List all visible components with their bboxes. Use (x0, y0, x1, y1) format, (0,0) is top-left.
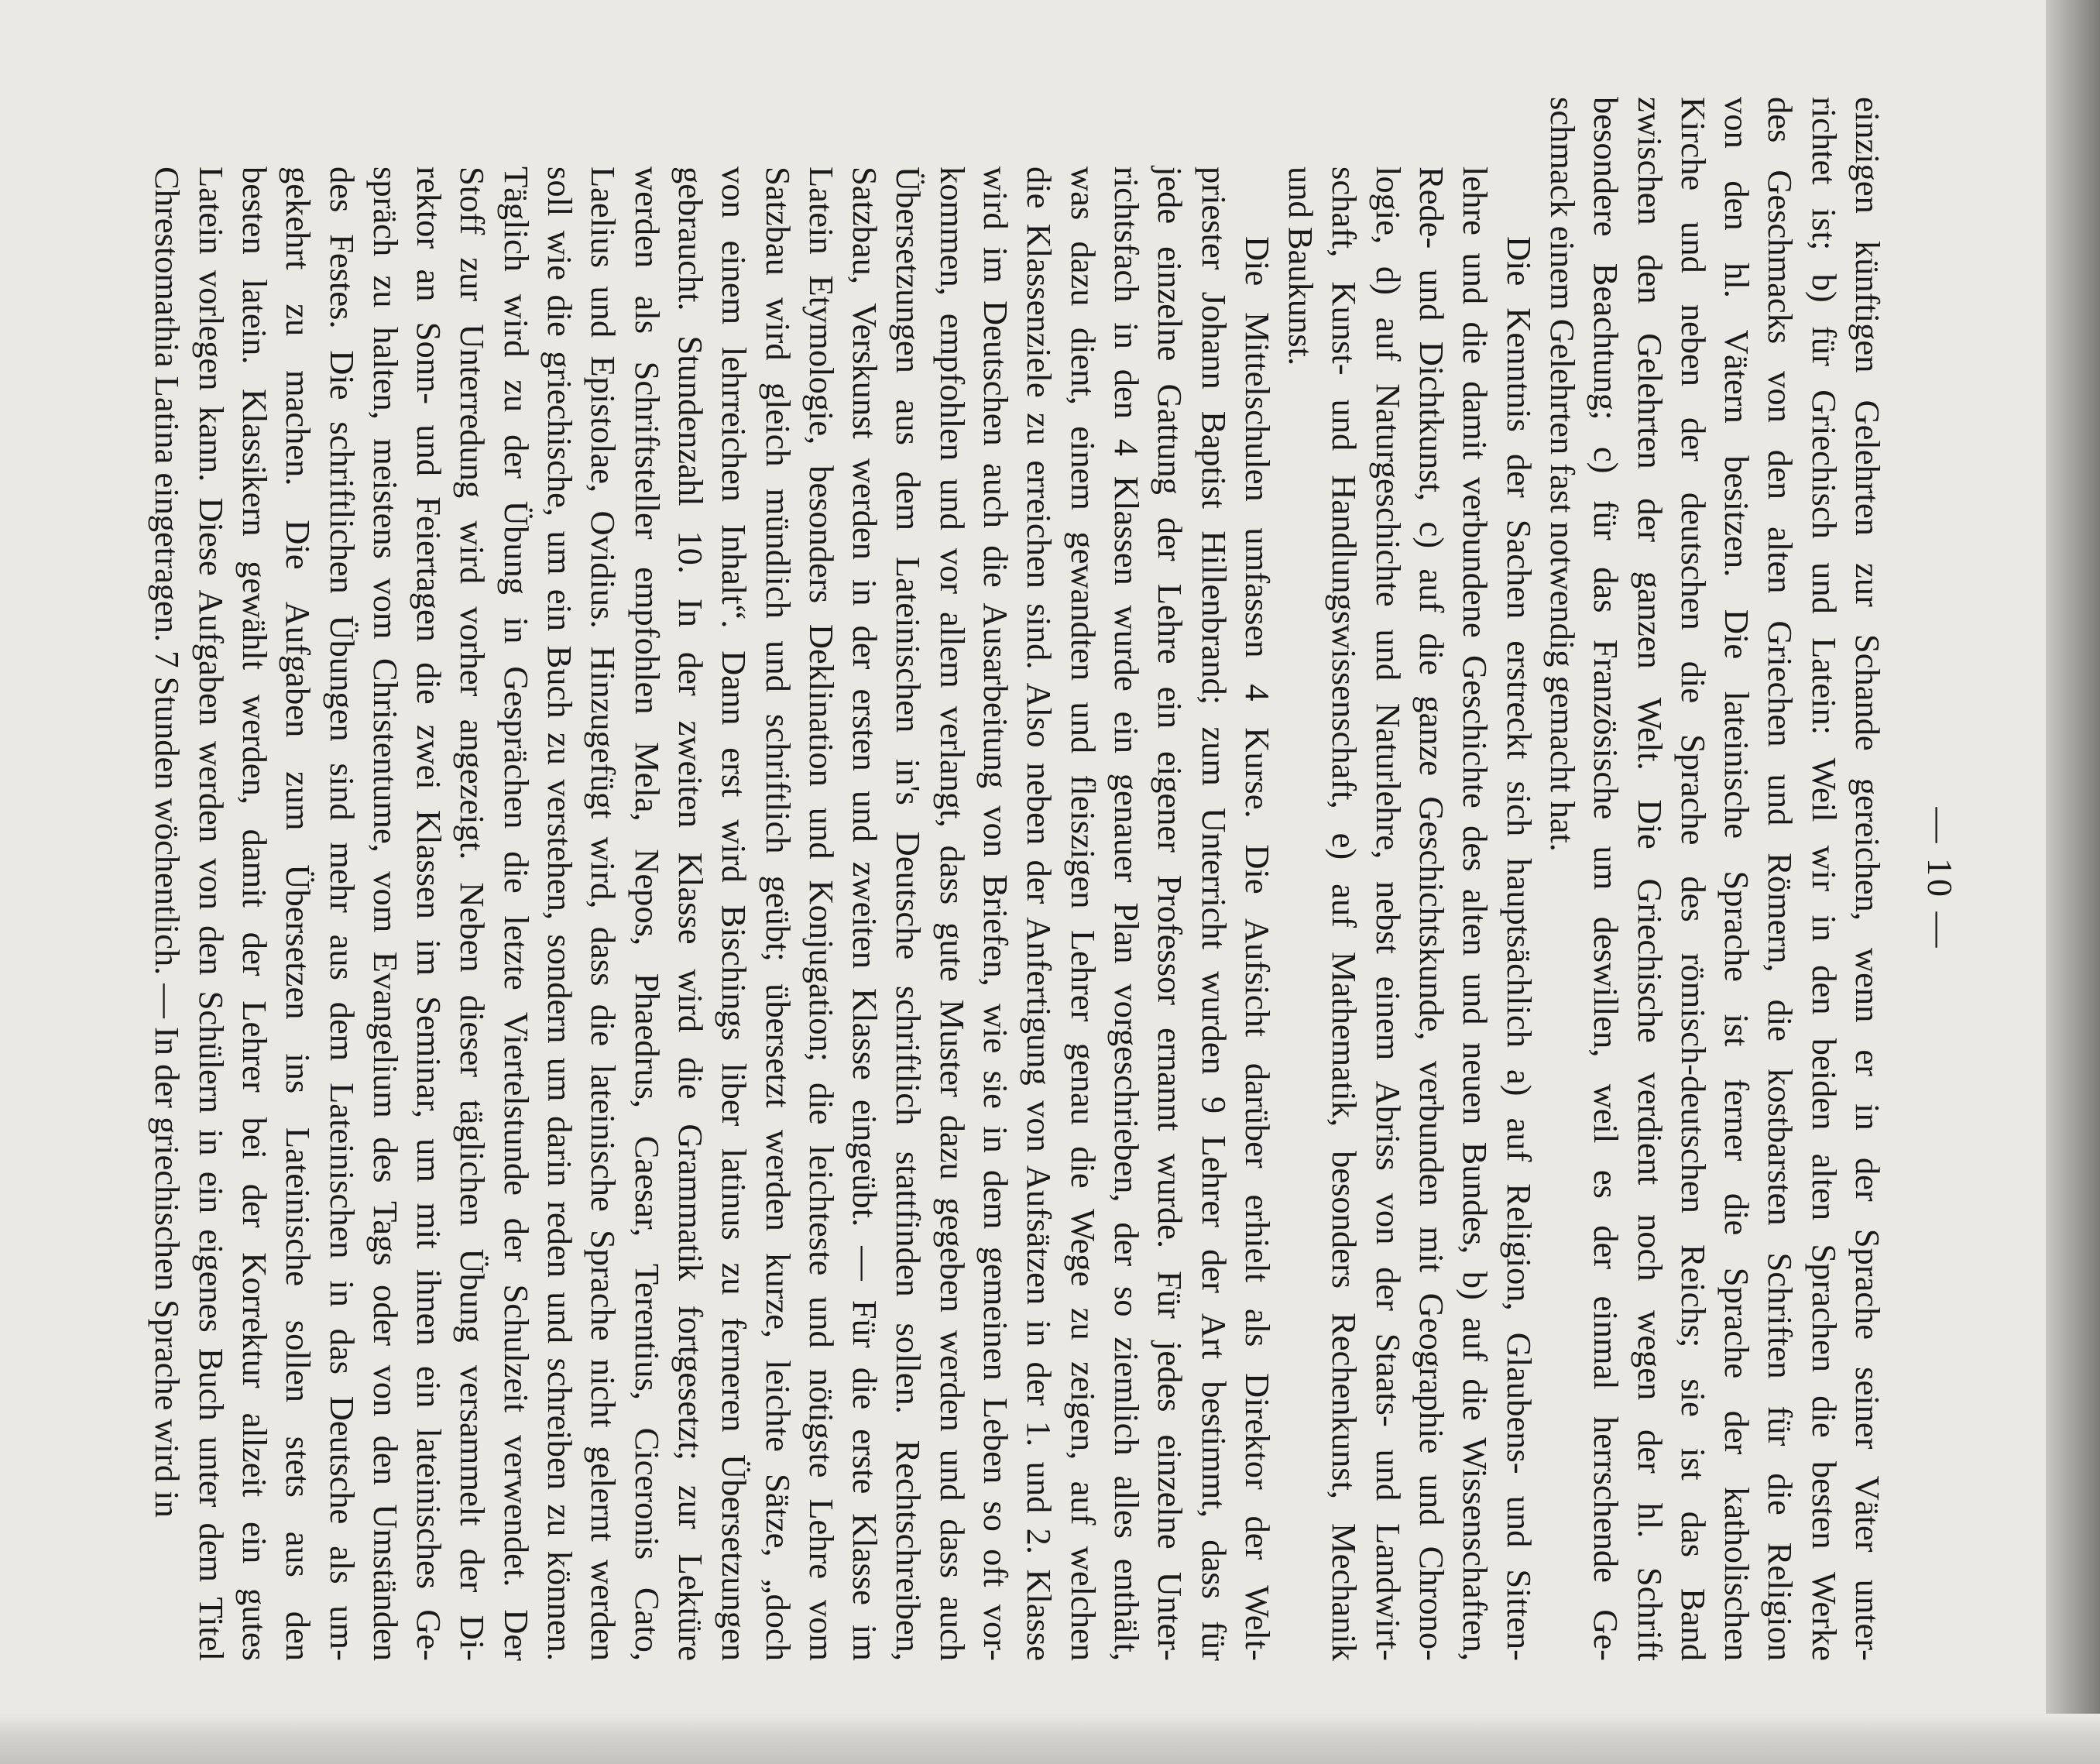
text-line: soll wie die griechische, um ein Buch zu verstehen, sondern um darin reden und schreiben zu können. (540, 166, 580, 1661)
text-line: Laelius und Epistolae, Ovidius. Hinzugefügt wird, dass die lateinische Sprache nicht gelernt werden (584, 166, 623, 1661)
paragraph (1541, 97, 1889, 1661)
text-line: logie, d) auf Naturgeschichte und Naturlehre, nebst einem Abriss von der Staats- und Landwirt- (1368, 166, 1408, 1661)
text-line: gebraucht. Stundenzahl 10. In der zweiten Klasse wird die Grammatik fortgesetzt; zur Lektüre (671, 166, 710, 1661)
text-line: Täglich wird zu der Übung in Gesprächen die letzte Viertelstunde der Schulzeit verwendet. Der (496, 166, 536, 1661)
text-line: des Festes. Die schriftlichen Übungen sind mehr aus dem Lateinischen in das Deutsche als um- (322, 166, 362, 1661)
text-line: einzigen künftigen Gelehrten zur Schande gereichen, wenn er in der Sprache seiner Väter unter- (1848, 97, 1887, 1661)
text-line: rektor an Sonn- und Feiertagen die zwei Klassen im Seminar, um mit ihnen ein lateinisches Ge- (410, 166, 449, 1661)
text-line: Latein Etymologie, besonders Deklination und Konjugation; die leichteste und nötigste Lehre vom (801, 166, 841, 1661)
text-line: jede einzelne Gattung der Lehre ein eigener Professor ernannt wurde. Für jedes einzelne Unter- (1151, 166, 1190, 1661)
text-line: schmack einem Gelehrten fast notwendig gemacht hat. (1542, 97, 1582, 852)
text-line: des Geschmacks von den alten Griechen und Römern, die kostbarsten Schriften für die Religion (1761, 97, 1800, 1661)
text-line: zwischen den Gelehrten der ganzen Welt. Die Griechische verdient noch wegen der hl. Schrift (1630, 97, 1669, 1661)
text-line: priester Johann Baptist Hillenbrand; zum Unterricht wurden 9 Lehrer der Art bestimmt, dass für (1194, 166, 1234, 1661)
text-line: besten latein. Klassikern gewählt werden, damit der Lehrer bei der Korrektur allzeit ein gutes (235, 166, 275, 1661)
text-line: wird im Deutschen auch die Ausarbeitung von Briefen, wie sie in dem gemeinen Leben so oft vor- (976, 166, 1016, 1661)
text-line: werden als Schriftsteller empfohlen Mela, Nepos, Phaedrus, Caesar, Terentius, Ciceronis Cato, (627, 166, 667, 1661)
text-line: Latein vorlegen kann. Diese Aufgaben werden von den Schülern in ein eigenes Buch unter dem Titel (191, 166, 231, 1661)
text-line: und Baukunst. (1282, 166, 1321, 366)
text-line: lehre und die damit verbundene Geschichte des alten und neuen Bundes, b) auf die Wissenschaften, (1456, 166, 1495, 1661)
document-page (116, 97, 1975, 1661)
text-line: Die Kenntnis der Sachen erstreckt sich hauptsächlich a) auf Religion, Glaubens- und Sitten- (1499, 236, 1539, 1661)
text-line: Stoff zur Unterredung wird vorher angezeigt. Neben dieser täglichen Übung versammelt der Di- (453, 166, 492, 1661)
body-text (146, 97, 1889, 1661)
text-line: was dazu dient, einem gewandten und fleiszigen Lehrer genau die Wege zu zeigen, auf welchen (1063, 166, 1103, 1661)
text-line: von den hl. Vätern besitzen. Die lateinische Sprache ist ferner die Sprache der katholischen (1717, 97, 1757, 1661)
text-line: die Klassenziele zu erreichen sind. Also neben der Anfertigung von Aufsätzen in der 1. und 2. Klasse (1020, 166, 1059, 1661)
text-line: richtsfach in den 4 Klassen wurde ein genauer Plan vorgeschrieben, der so ziemlich alles enthält, (1107, 166, 1146, 1661)
text-line: von einem lehrreichen Inhalt“. Dann erst wird Bischings liber latinus zu ferneren Übersetzungen (715, 166, 754, 1661)
text-line: gekehrt zu machen. Die Aufgaben zum Übersetzen ins Lateinische sollen stets aus den (279, 166, 318, 1661)
text-line: Chrestomathia Latina eingetragen. 7 Stunden wöchentlich. — In der griechischen Sprache wird in (148, 166, 187, 1518)
text-line: richtet ist; b) für Griechisch und Latein: Weil wir in den beiden alten Sprachen die besten Werke (1804, 97, 1844, 1661)
text-line: Die Mittelschulen umfassen 4 Kurse. Die Aufsicht darüber erhielt als Direktor der Welt- (1237, 236, 1277, 1661)
page-number: — 10 — (1920, 807, 1960, 951)
text-line: kommen, empfohlen und vor allem verlangt, dass gute Muster dazu gegeben werden und dass auch (932, 166, 972, 1661)
text-line: Satzbau, Verskunst werden in der ersten und zweiten Klasse eingeübt. — Für die erste Klasse im (846, 166, 885, 1661)
text-line: schaft, Kunst- und Handlungswissenschaft, e) auf Mathematik, besonders Rechenkunst, Mechanik (1325, 166, 1364, 1661)
text-line: Satzbau wird gleich mündlich und schriftlich geübt; übersetzt werden kurze, leichte Sätze, „doch (758, 166, 798, 1661)
text-line: spräch zu halten, meistens vom Christentume, vom Evangelium des Tags oder von den Umständen (365, 166, 405, 1661)
paragraph (1279, 97, 1541, 1661)
text-line: Kirche und neben der deutschen die Sprache des römisch-deutschen Reichs; sie ist das Band (1673, 97, 1713, 1661)
paragraph (146, 97, 1279, 1661)
text-line: Übersetzungen aus dem Lateinischen in's Deutsche schriftlich stattfinden sollen. Rechtschreiben, (889, 166, 928, 1661)
text-line: besondere Beachtung; c) für das Französische um deswillen, weil es der einmal herrschende Ge- (1587, 97, 1626, 1661)
text-line: Rede- und Dichtkunst, c) auf die ganze Geschichtskunde, verbunden mit Geographie und Chrono- (1412, 166, 1452, 1661)
